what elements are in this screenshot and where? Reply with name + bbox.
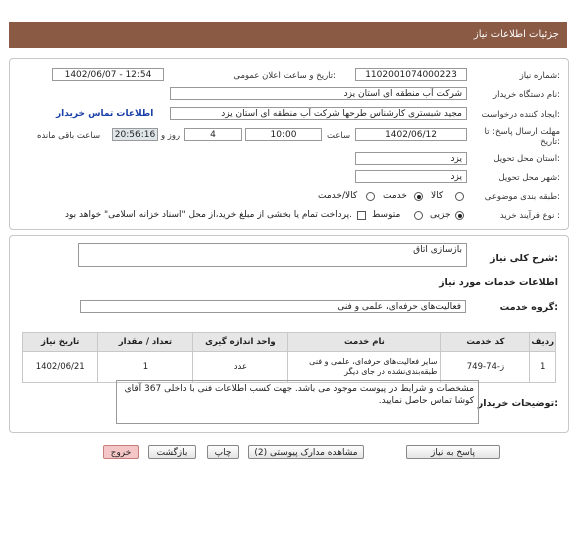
category-both-radio[interactable]: [366, 192, 375, 201]
service-group-field: فعالیت‌های حرفه‌ای، علمی و فنی: [80, 300, 466, 313]
category-service-radio[interactable]: [414, 192, 423, 201]
buyer-label: نام دستگاه خریدار:: [493, 90, 560, 100]
days-label: روز و: [161, 131, 181, 141]
cell-unit: عدد: [193, 352, 288, 383]
cell-date: 1402/06/21: [23, 352, 98, 383]
need-number-label: شماره نیاز:: [519, 71, 560, 81]
requester-field: مجید شبستری کارشناس طرحها شرکت آب منطقه ای استان یزد: [170, 107, 467, 120]
process-minor-radio[interactable]: [455, 211, 464, 220]
exit-button[interactable]: خروج: [103, 445, 139, 459]
payment-treasury-checkbox[interactable]: [357, 211, 366, 220]
deadline-time-field: 10:00: [245, 128, 322, 141]
col-unit: واحد اندازه گیری: [193, 333, 288, 352]
category-goods-radio[interactable]: [455, 192, 464, 201]
view-attachments-button[interactable]: مشاهده مدارک پیوستی (2): [248, 445, 364, 459]
deadline-label: مهلت ارسال پاسخ: تا تاریخ:: [484, 127, 560, 147]
back-button[interactable]: بازگشت: [148, 445, 196, 459]
buyer-notes-label: توضیحات خریدار:: [477, 398, 558, 409]
process-minor-label: جزیی: [430, 210, 451, 220]
col-row: ردیف: [530, 333, 556, 352]
col-code: کد خدمت: [441, 333, 530, 352]
deadline-time-label: ساعت: [327, 131, 351, 141]
category-label: طبقه بندی موضوعی:: [484, 192, 560, 202]
category-both-label: کالا/خدمت: [318, 191, 358, 201]
process-medium-radio[interactable]: [414, 211, 423, 220]
col-date: تاریخ نیاز: [23, 333, 98, 352]
page-header: [9, 22, 567, 48]
announce-date-field: 1402/06/07 - 12:54: [52, 68, 164, 81]
city-field: یزد: [355, 170, 467, 183]
cell-qty: 1: [98, 352, 193, 383]
province-field: یزد: [355, 152, 467, 165]
page-title: جزئیات اطلاعات نیاز: [473, 29, 559, 40]
table-row: [23, 352, 556, 383]
description-field: بازسازی اتاق: [78, 243, 467, 267]
process-label: نوع فرآیند خرید :: [499, 211, 560, 221]
city-label: شهر محل تحویل:: [498, 173, 560, 183]
deadline-date-field: 1402/06/12: [355, 128, 467, 141]
announce-date-label: تاریخ و ساعت اعلان عمومی:: [233, 71, 336, 81]
process-medium-label: متوسط: [372, 210, 401, 220]
need-number-field: 1102001074000223: [355, 68, 467, 81]
payment-note: پرداخت تمام یا بخشی از مبلغ خرید،از محل "اسناد خزانه اسلامی" خواهد بود.: [64, 210, 352, 220]
services-heading: اطلاعات خدمات مورد نیاز: [439, 277, 558, 288]
province-label: استان محل تحویل:: [493, 154, 560, 164]
category-service-label: خدمت: [383, 191, 407, 201]
col-name: نام خدمت: [288, 333, 441, 352]
services-table: [22, 332, 556, 383]
table-header-row: [23, 333, 556, 352]
description-label: شرح کلی نیاز:: [489, 253, 558, 264]
service-group-label: گروه خدمت:: [499, 302, 558, 313]
buyer-notes-field: مشخصات و شرایط در پیوست موجود می باشد. جهت کسب اطلاعات فنی با داخلی 367 آقای کوشا تماس حاصل نمایید.: [116, 380, 479, 424]
cell-row: 1: [530, 352, 556, 383]
remaining-days-field: 4: [184, 128, 242, 141]
cell-name: سایر فعالیت‌های حرفه‌ای، علمی و فنی طبقه‌بندی‌نشده در جای دیگر: [288, 352, 441, 383]
buyer-contact-link[interactable]: اطلاعات تماس خریدار: [56, 109, 154, 119]
remaining-time-field: 20:56:16: [112, 128, 158, 141]
print-button[interactable]: چاپ: [207, 445, 239, 459]
cell-code: ز-74-749: [441, 352, 530, 383]
col-qty: تعداد / مقدار: [98, 333, 193, 352]
requester-label: ایجاد کننده درخواست:: [481, 110, 560, 120]
remaining-time-label: ساعت باقی مانده: [37, 131, 101, 141]
category-goods-label: کالا: [431, 191, 444, 201]
buyer-field: شرکت آب منطقه ای استان یزد: [170, 87, 467, 100]
reply-button[interactable]: پاسخ به نیاز: [406, 445, 500, 459]
